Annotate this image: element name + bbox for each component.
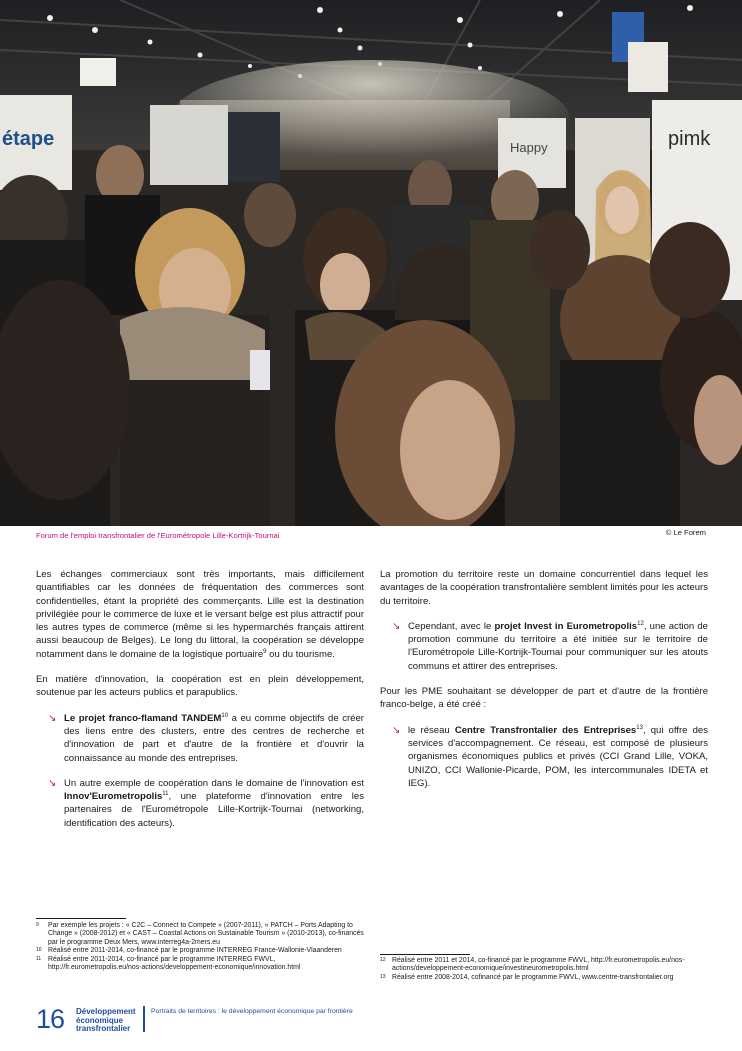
footer-divider	[143, 1006, 145, 1032]
footnotes-right	[380, 957, 708, 982]
right-column	[380, 568, 708, 802]
footnote-text: Réalisé entre 2011-2014, co-financé par le programme INTERREG FWVL, http://fr.eurometropolis.eu/nos-actions/developpement-economique/innovation.html	[48, 955, 301, 972]
left-column	[36, 568, 364, 842]
sign-etape: étape	[2, 128, 55, 150]
bullet-bold-text: Innov'Eurometropolis	[64, 791, 163, 803]
bullet-bold-text: projet Invest in Eurometropolis	[494, 620, 638, 632]
bullet-item	[380, 724, 708, 790]
sign-pimk: pimk	[668, 128, 711, 150]
bullet-item	[36, 777, 364, 830]
paragraph	[36, 568, 364, 661]
arrow-down-right-icon: ↘	[48, 712, 57, 724]
arrow-down-right-icon: ↘	[392, 724, 401, 736]
bullet-item	[36, 712, 364, 765]
footnote-ref: 10	[221, 712, 229, 719]
paragraph-text: ou du tourisme.	[266, 648, 335, 660]
bullet-bold-text: Le projet franco-flamand TANDEM	[64, 712, 222, 724]
footnote-text: Réalisé entre 2011-2014, co-financé par le programme INTERREG France-Wallonie-Vlaanderen	[48, 947, 342, 955]
sign-happy: Happy	[510, 140, 548, 155]
footnote-number: 10	[36, 947, 42, 954]
footnote-number: 12	[380, 957, 386, 963]
footer-title-line: transfrontalier	[76, 1024, 131, 1034]
footnote-rule	[36, 918, 126, 919]
footnote	[36, 947, 364, 955]
photo-credit: © Le Forem	[665, 528, 706, 537]
paragraph-text: Les échanges commerciaux sont très importants, mais difficilement quantifiables car les données de fréquentation des commerces sont confidentielles, étant la propriété des commerçants. Lille est la destination privilégiée pour le commerce de luxe et le versant belge est plus attractif pour les autres types de commerce (même si les hypermarchés français attirent aussi beaucoup de Belges). Le long du littoral, la coopération se développe notamment dans le domaine de la logistique portuaire	[36, 569, 364, 660]
bullet-text: le réseau	[408, 724, 455, 736]
paragraph: En matière d'innovation, la coopération est en plein développement, soutenue par les acteurs publics et parapublics.	[36, 674, 364, 699]
footnote	[36, 956, 364, 973]
footnote-text: Par exemple les projets : « C2C – Connect to Compete » (2007-2011), « PATCH – Ports Adapting to Change » (2008-2012) et « CAST – Coastal Actions on Sustainable Tourism » (2010-2013), co-financés par le programme Deux Mers, www.interreg4a-2mers.eu	[48, 922, 364, 946]
arrow-down-right-icon: ↘	[48, 777, 57, 789]
footnote-ref: 13	[636, 724, 643, 731]
bullet-text: Cependant, avec le	[408, 620, 495, 632]
footnote-text: Réalisé entre 2011 et 2014, co-financé par le programme FWVL, http://fr.eurometropolis.eu/nos-actions/developpement-economique/investineurometropolis.html	[392, 957, 685, 973]
footer-title-line: économique	[76, 1015, 124, 1025]
footnote-text: Réalisé entre 2008-2014, cofinancé par le programme FWVL, www.centre-transfrontalier.org	[392, 973, 674, 981]
footnote-number: 11	[36, 955, 42, 962]
bullet-text: Un autre exemple de coopération dans le domaine de l'innovation est	[64, 777, 364, 789]
footer-title	[76, 1008, 136, 1034]
footnote	[380, 974, 708, 982]
footnote	[380, 957, 708, 974]
paragraph: La promotion du territoire reste un domaine concurrentiel dans lequel les avantages de la coopération transfrontalière semblent limités pour les acteurs du territoire.	[380, 569, 708, 607]
bullet-bold-text: Centre Transfrontalier des Entreprises	[454, 724, 637, 736]
bullet-text: a eu comme objectifs de créer des liens entre des clusters, entre des centres de recherche et d'innovation de part et d'autre de la frontière et d'ouvrir la connaissance au monde des entreprises.	[64, 712, 364, 764]
bullet-text: , qui offre des services d'accompagnement. Ce réseau, est composé de plusieurs organismes économiques publics et privés (CCI Grand Lille, VOKA, UNIZO, CCI Wallonie-Picarde, POM, les intercommunales IDETA et IEG).	[408, 724, 708, 789]
footnote-ref: 9	[263, 648, 267, 655]
bullet-item	[380, 620, 708, 673]
footnote-ref: 11	[162, 790, 169, 797]
footnote-ref: 12	[637, 620, 644, 627]
page-number: 16	[36, 1004, 65, 1034]
arrow-down-right-icon: ↘	[392, 620, 401, 632]
footnote-number: 13	[380, 973, 386, 980]
footnote-number: 9	[36, 922, 39, 928]
footnote	[36, 922, 364, 947]
paragraph: Pour les PME souhaitant se développer de part et d'autre de la frontière franco-belge, a été créé :	[380, 686, 708, 711]
footer-title-line: Développement	[76, 1007, 136, 1016]
bullet-text: , une action de promotion commune du territoire a été initiée sur le territoire de l'Eurométropole Lille-Kortrijk-Tournai pour communiquer sur les atouts communs et attirer des entreprises.	[408, 620, 708, 672]
footnote-rule	[380, 954, 470, 955]
bullet-text: , une plateforme d'innovation entre les partenaires de l'Eurométropole Lille-Kortrijk-Tournai (networking, identification des acteurs).	[64, 791, 364, 829]
footnotes-left	[36, 922, 364, 972]
footer-subtitle: Portraits de territoires : le développement économique par frontière	[151, 1008, 353, 1015]
photo-caption: Forum de l'emploi transfrontalier de l'Eurométropole Lille-Kortrijk-Tournai	[36, 531, 280, 540]
